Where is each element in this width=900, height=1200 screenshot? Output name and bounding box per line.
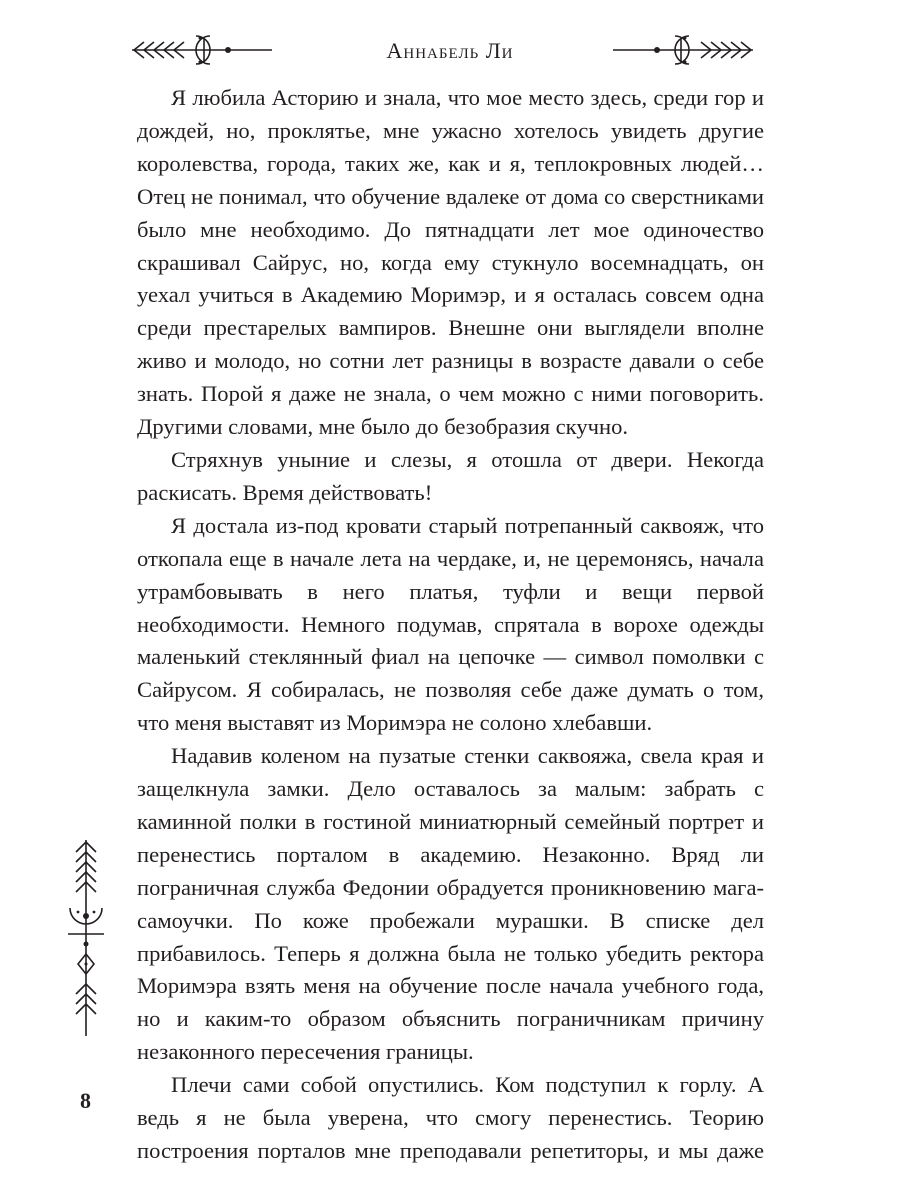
paragraph: Надавив коленом на пузатые стенки саквояжа, свела края и защелкнула замки. Дело оставалось за малым: забрать с каминной полки в гостиной миниатюрный семейный портрет и перенестись порталом в академию. Незаконно. Вряд ли пограничная служба Федонии обрадуется проникновению мага-самоучки. По коже пробежали мурашки. В списке дел прибавилось. Теперь я должна была не только убедить ректора Моримэра взять меня на обучение после начала учебного года, но и каким-то образом объяснить пограничникам причину незаконного пересечения границы. [137, 743, 764, 1065]
arrow-ornament-icon [610, 30, 755, 70]
paragraph: Плечи сами собой опустились. Ком подступил к горлу. А ведь я не была уверена, что смогу перенестись. Теорию построения порталов мне преподавали репетиторы, и мы даже [137, 1072, 764, 1163]
paragraph: Я достала из-под кровати старый потрепанный саквояж, что откопала еще в начале лета на чердаке, и, не церемонясь, начала утрамбовывать в него платья, туфли и вещи первой необходимости. Немного подумав, спрятала в ворохе одежды маленький стеклянный фиал на цепочке — символ помолвки с Сайрусом. Я собиралась, не позволяя себе даже думать о том, что меня выставят из Моримэра не солоно хлебавши. [137, 512, 764, 736]
page-number: 8 [80, 1088, 91, 1113]
paragraph: Я любила Асторию и знала, что мое место здесь, среди гор и дождей, но, проклятье, мне ужасно хотелось увидеть другие королевства, города, таких же, как и я, теплокровных людей… Отец не понимал, что обучение вдалеке от дома со сверстниками было мне необходимо. До пятнадцати лет мое одиночество скрашивал Сайрус, но, когда ему стукнуло восемнадцать, он уехал учиться в Академию Моримэр, и я осталась совсем одна среди престарелых вампиров. Внешне они выглядели вполне живо и молодо, но сотни лет разницы в возрасте давали о себе знать. Порой я даже не знала, о чем можно с ними поговорить. Другими словами, мне было до безобразия скучно. [137, 85, 764, 440]
running-header [0, 30, 900, 70]
running-title: Аннабель Ли [386, 38, 514, 63]
rune-arrow-ornament-icon [66, 838, 106, 1038]
body-text [137, 82, 764, 1168]
paragraph: Стряхнув уныние и слезы, я отошла от двери. Некогда раскисать. Время действовать! [137, 446, 764, 505]
